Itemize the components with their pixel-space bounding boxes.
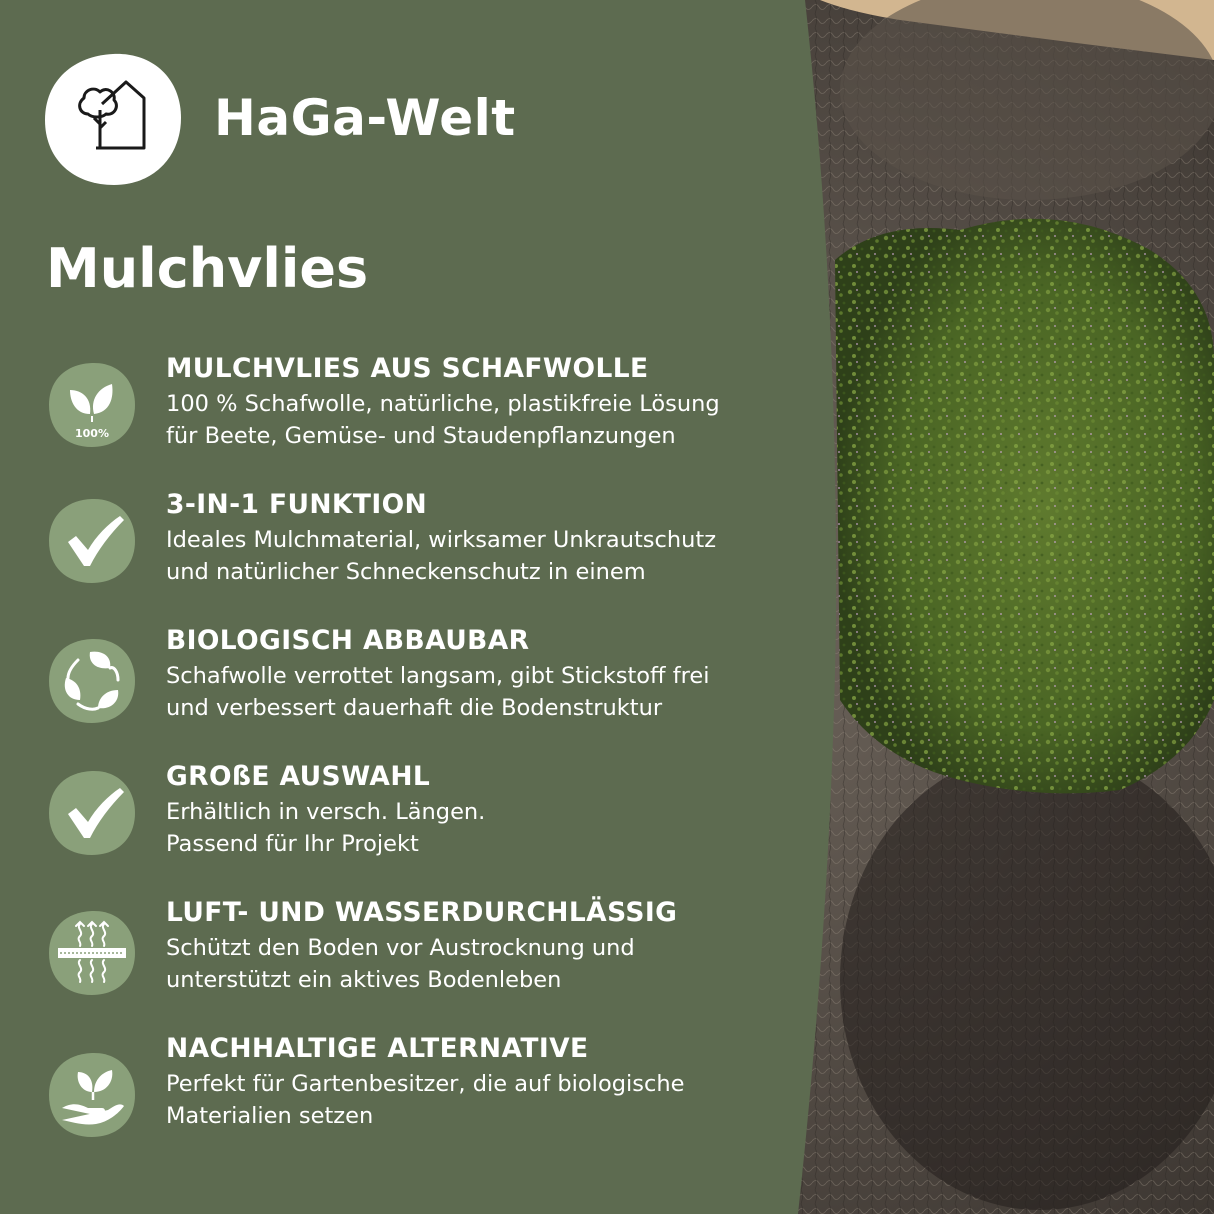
feature-item: [0, 488, 840, 608]
page-title: Mulchvlies: [46, 237, 369, 300]
feature-heading: LUFT- UND WASSERDURCHLÄSSIG: [166, 897, 678, 928]
feature-item: [0, 624, 840, 744]
feature-item: [0, 896, 840, 1016]
feature-heading: MULCHVLIES AUS SCHAFWOLLE: [166, 353, 649, 384]
feature-heading: BIOLOGISCH ABBAUBAR: [166, 625, 530, 656]
checkmark-icon: [48, 770, 136, 856]
feature-description: Schafwolle verrottet langsam, gibt Stickstoff frei und verbessert dauerhaft die Bodenstruktur: [166, 663, 710, 721]
feature-heading: 3-IN-1 FUNKTION: [166, 489, 428, 520]
breathable-layer-icon: [48, 910, 136, 996]
brand-logo: [44, 52, 182, 186]
feature-description: Schützt den Boden vor Austrocknung und unterstützt ein aktives Bodenleben: [166, 935, 635, 993]
checkmark-icon: [48, 498, 136, 584]
feature-heading: GROßE AUSWAHL: [166, 761, 431, 792]
feature-description: 100 % Schafwolle, natürliche, plastikfreie Lösung für Beete, Gemüse- und Staudenpflanzungen: [166, 391, 720, 449]
feature-description: Perfekt für Gartenbesitzer, die auf biologische Materialien setzen: [166, 1071, 685, 1129]
feature-description: Erhältlich in versch. Längen. Passend für Ihr Projekt: [166, 799, 486, 857]
hand-plant-icon: [48, 1052, 136, 1138]
feature-heading: NACHHALTIGE ALTERNATIVE: [166, 1033, 589, 1064]
feature-item: [0, 760, 840, 880]
feature-item: [0, 352, 840, 472]
leaves-100-percent-icon: [48, 362, 136, 448]
feature-description: Ideales Mulchmaterial, wirksamer Unkrautschutz und natürlicher Schneckenschutz in einem: [166, 527, 717, 585]
recycle-leaves-icon: [48, 638, 136, 724]
brand-name: HaGa-Welt: [214, 89, 516, 147]
icon-100-label: 100%: [75, 427, 109, 440]
feature-item: [0, 1032, 840, 1152]
